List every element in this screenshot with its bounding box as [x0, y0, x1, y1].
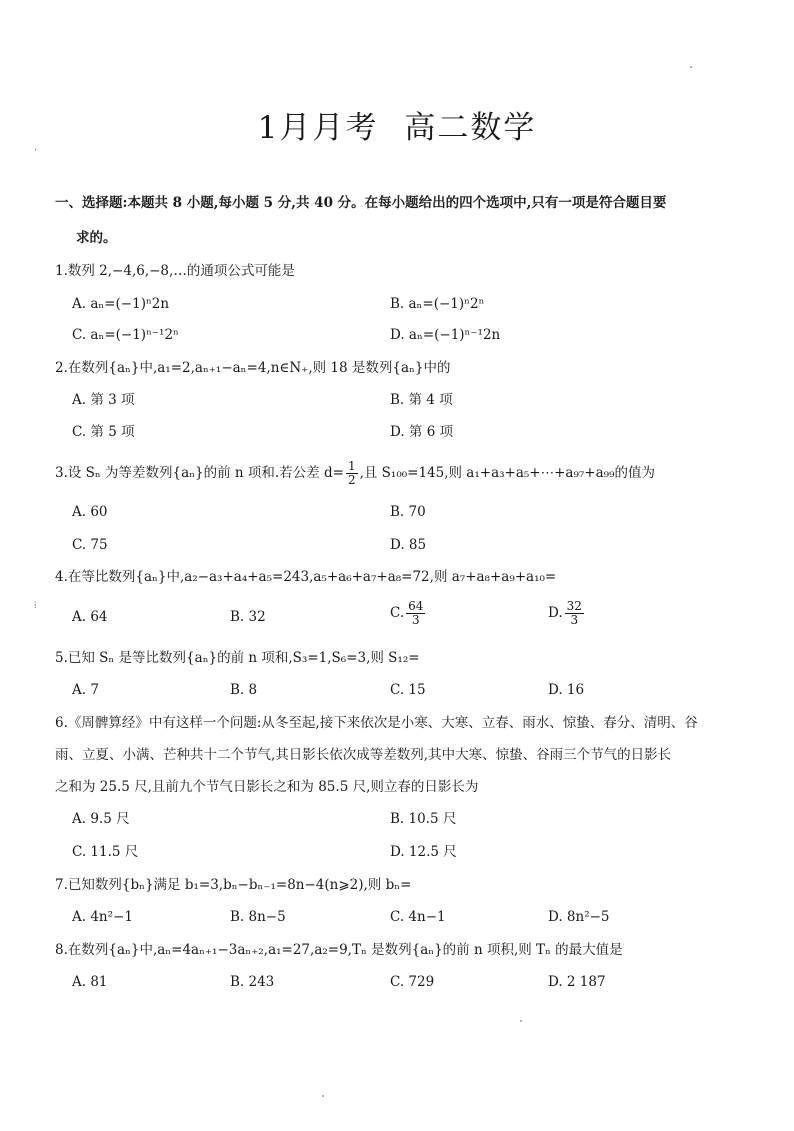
question-8-option-d: D. 2 187 — [548, 974, 606, 990]
question-7-option-d: D. 8n²−5 — [548, 909, 610, 925]
question-8-option-a: A. 81 — [72, 974, 108, 990]
question-6-option-d: D. 12.5 尺 — [390, 844, 457, 860]
fraction-denominator: 3 — [411, 613, 420, 627]
margin-mark: ⁞ — [34, 601, 37, 611]
question-4-stem: 4.在等比数列{aₙ}中,a₂−a₃+a₄+a₅=243,a₅+a₆+a₇+a₈=72,则 a₇+a₈+a₉+a₁₀= — [55, 569, 557, 585]
question-5-option-d: D. 16 — [548, 682, 585, 698]
question-6-option-a: A. 9.5 尺 — [72, 811, 130, 827]
option-c-label: C. — [390, 605, 405, 621]
question-2-option-c: C. 第 5 项 — [72, 424, 135, 440]
title-exam: 1月月考 — [257, 110, 379, 146]
question-3-option-d: D. 85 — [390, 537, 427, 553]
question-6-option-b: B. 10.5 尺 — [390, 811, 457, 827]
question-1-option-b: B. aₙ=(−1)ⁿ2ⁿ — [390, 296, 485, 312]
question-4-option-c — [390, 600, 427, 627]
fraction-numerator: 64 — [408, 599, 424, 613]
question-6-stem-line2: 雨、立夏、小满、芒种共十二个节气,其日影长依次成等差数列,其中大寒、惊蛰、谷雨三个节气的日影长 — [55, 747, 672, 763]
fraction-denominator: 2 — [347, 473, 356, 487]
question-3-stem-after: ,且 S₁₀₀=145,则 a₁+a₃+a₅+⋯+a₉₇+a₉₉的值为 — [359, 465, 655, 481]
question-6-stem-line1: 6.《周髀算经》中有这样一个问题:从冬至起,接下来依次是小寒、大寒、立春、雨水、惊蛰、春分、清明、谷 — [55, 715, 698, 731]
section-heading: 一、选择题:本题共 8 小题,每小题 5 分,共 40 分。在每小题给出的四个选项中,只有一项是符合题目要 — [55, 195, 667, 211]
section-heading-cont: 求的。 — [76, 230, 117, 246]
question-7-stem: 7.已知数列{bₙ}满足 b₁=3,bₙ−bₙ₋₁=8n−4(n⩾2),则 bₙ= — [55, 877, 412, 893]
question-3-option-b: B. 70 — [390, 504, 426, 520]
question-4-option-a: A. 64 — [72, 609, 108, 625]
fraction-d — [346, 460, 358, 487]
question-8-stem: 8.在数列{aₙ}中,aₙ=4aₙ₊₁−3aₙ₊₂,a₁=27,a₂=9,Tₙ 是数列{aₙ}的前 n 项积,则 Tₙ 的最大值是 — [55, 942, 623, 958]
fraction-denominator: 3 — [570, 613, 579, 627]
question-8-option-c: C. 729 — [390, 974, 435, 990]
scan-speck — [322, 1095, 324, 1097]
question-8-option-b: B. 243 — [230, 974, 275, 990]
option-d-label: D. — [548, 605, 563, 621]
question-1-option-c: C. aₙ=(−1)ⁿ⁻¹2ⁿ — [72, 327, 179, 343]
question-5-stem: 5.已知 Sₙ 是等比数列{aₙ}的前 n 项和,S₃=1,S₆=3,则 S₁₂= — [55, 650, 420, 666]
question-5-option-c: C. 15 — [390, 682, 426, 698]
question-1-option-a: A. aₙ=(−1)ⁿ2n — [72, 296, 170, 312]
question-3-stem-before: 3.设 Sₙ 为等差数列{aₙ}的前 n 项和.若公差 d= — [55, 465, 344, 481]
question-1-option-d: D. aₙ=(−1)ⁿ⁻¹2n — [390, 327, 501, 343]
title-subject: 高二数学 — [404, 110, 537, 146]
question-2-option-b: B. 第 4 项 — [390, 392, 453, 408]
scan-speck — [690, 66, 692, 68]
scan-speck — [520, 1020, 522, 1022]
question-1-stem: 1.数列 2,−4,6,−8,…的通项公式可能是 — [55, 263, 295, 279]
page-title — [0, 102, 794, 147]
question-3-option-c: C. 75 — [72, 537, 108, 553]
question-5-option-b: B. 8 — [230, 682, 258, 698]
question-6-option-c: C. 11.5 尺 — [72, 844, 139, 860]
question-4-option-d — [548, 600, 586, 627]
question-2-option-a: A. 第 3 项 — [72, 392, 135, 408]
question-2-option-d: D. 第 6 项 — [390, 424, 454, 440]
fraction-option-c — [406, 600, 425, 627]
question-7-option-a: A. 4n²−1 — [72, 909, 133, 925]
question-5-option-a: A. 7 — [72, 682, 99, 698]
margin-mark: ʻ — [34, 148, 37, 158]
question-2-stem: 2.在数列{aₙ}中,a₁=2,aₙ₊₁−aₙ=4,n∈N₊,则 18 是数列{aₙ}中的 — [55, 360, 451, 376]
fraction-option-d — [565, 600, 584, 627]
question-7-option-c: C. 4n−1 — [390, 909, 446, 925]
fraction-numerator: 32 — [566, 599, 582, 613]
question-3-stem — [55, 460, 655, 487]
fraction-numerator: 1 — [347, 459, 356, 473]
question-4-option-b: B. 32 — [230, 609, 266, 625]
question-3-option-a: A. 60 — [72, 504, 108, 520]
question-7-option-b: B. 8n−5 — [230, 909, 286, 925]
question-6-stem-line3: 之和为 25.5 尺,且前九个节气日影长之和为 85.5 尺,则立春的日影长为 — [55, 779, 479, 795]
